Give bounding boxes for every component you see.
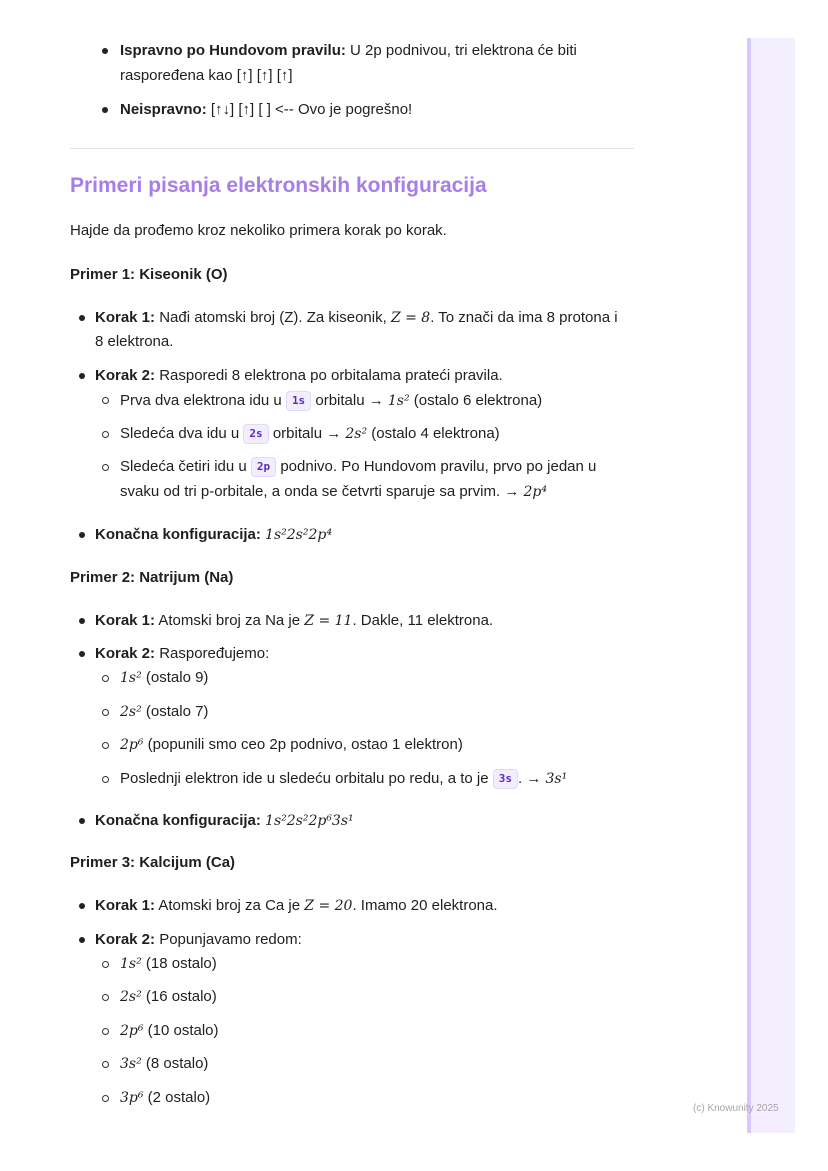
sub-list-item-continued	[120, 482, 547, 502]
item-text: (18 ostalo)	[141, 955, 217, 972]
sub-bullet-circle	[102, 994, 109, 1001]
math-expression: 3s¹	[545, 771, 568, 787]
sub-bullet-circle	[102, 776, 109, 783]
sub-list-item	[120, 1088, 210, 1108]
bullet-dot	[79, 903, 85, 909]
bullet-dot	[79, 618, 85, 624]
bullet-dot	[79, 937, 85, 943]
item-text: U 2p podnivou, tri elektrona će biti	[345, 42, 577, 59]
math-expression: 2p⁶	[120, 737, 144, 753]
sub-bullet-circle	[102, 709, 109, 716]
sub-bullet-circle	[102, 1028, 109, 1035]
list-item	[95, 611, 493, 631]
item-text: Atomski broj za Na je	[155, 612, 305, 629]
sub-bullet-circle	[102, 397, 109, 404]
bullet-dot	[79, 818, 85, 824]
math-expression: 3s²	[120, 1056, 142, 1072]
item-text: Raspoređujemo:	[155, 645, 270, 662]
sub-list-item	[120, 702, 208, 722]
list-item	[95, 811, 354, 831]
list-item	[95, 930, 302, 950]
item-text: (8 ostalo)	[141, 1055, 209, 1072]
inline-code: 2p	[251, 457, 276, 477]
sub-list-item	[120, 987, 217, 1007]
math-expression: Z = 11	[304, 613, 353, 629]
bullet-dot	[79, 651, 85, 657]
intro-paragraph: Hajde da prođemo kroz nekoliko primera korak po korak.	[70, 222, 447, 239]
math-expression: 1s²2s²2p⁶3s¹	[265, 813, 354, 829]
inline-code: 2s	[243, 424, 268, 444]
item-text: (ostalo 7)	[141, 703, 209, 720]
item-text: Prva dva elektrona idu u	[120, 392, 286, 409]
bold-label: Korak 2:	[95, 645, 156, 662]
math-expression: 1s²	[387, 393, 410, 409]
item-text: . Imamo 20 elektrona.	[352, 897, 498, 914]
inline-code: 3s	[493, 769, 518, 789]
bullet-dot	[79, 373, 85, 379]
math-expression: Z = 20	[304, 898, 353, 914]
item-text: (16 ostalo)	[141, 988, 217, 1005]
sub-list-item	[120, 668, 208, 688]
example-heading: Primer 3: Kalcijum (Ca)	[70, 854, 236, 871]
list-item	[95, 308, 618, 328]
bold-label: Ispravno po Hundovom pravilu:	[120, 42, 346, 59]
sub-bullet-circle	[102, 961, 109, 968]
item-text: podnivo. Po Hundovom pravilu, prvo po jedan u	[276, 458, 597, 475]
sub-bullet-circle	[102, 742, 109, 749]
sub-bullet-circle	[102, 675, 109, 682]
horizontal-divider	[70, 148, 634, 149]
sub-list-item	[120, 954, 217, 974]
bold-label: Korak 1:	[95, 612, 156, 629]
math-expression: 2s²	[120, 989, 142, 1005]
inline-code: 1s	[286, 391, 311, 411]
sub-list-item	[120, 391, 542, 411]
item-text: (ostalo 9)	[141, 669, 209, 686]
math-expression: 2p⁶	[120, 1023, 144, 1039]
bold-label: Korak 2:	[95, 931, 156, 948]
item-text: orbitalu →	[311, 392, 388, 409]
item-text: (popunili smo ceo 2p podnivo, ostao 1 elektron)	[143, 736, 463, 753]
item-text: . Dakle, 11 elektrona.	[352, 612, 494, 629]
list-item	[120, 100, 412, 120]
list-item	[95, 366, 503, 386]
item-text: . →	[518, 770, 546, 787]
bullet-dot	[102, 107, 108, 113]
sub-list-item	[120, 1021, 219, 1041]
sub-bullet-circle	[102, 1061, 109, 1068]
item-text: Poslednji elektron ide u sledeću orbitalu po redu, a to je	[120, 770, 493, 787]
item-text: [↑↓] [↑] [ ] <-- Ovo je pogrešno!	[206, 101, 413, 118]
sub-bullet-circle	[102, 464, 109, 471]
bold-label: Korak 2:	[95, 367, 156, 384]
list-item	[95, 644, 269, 664]
sub-list-item	[120, 769, 567, 789]
copyright-footer: (c) Knowunity 2025	[693, 1103, 779, 1114]
item-text: svaku od tri p-orbitale, a onda se četvrti sparuje sa prvim. →	[120, 483, 524, 500]
sub-list-item	[120, 424, 500, 444]
bullet-dot	[79, 315, 85, 321]
item-text: . To znači da ima 8 protona i	[430, 309, 618, 326]
item-text: (10 ostalo)	[143, 1022, 219, 1039]
item-text: Nađi atomski broj (Z). Za kiseonik,	[155, 309, 391, 326]
item-text-continued: raspoređena kao [↑] [↑] [↑]	[120, 67, 293, 84]
item-text: Popunjavamo redom:	[155, 931, 302, 948]
item-text: Atomski broj za Ca je	[155, 897, 305, 914]
math-expression: 2s²	[345, 426, 368, 442]
bold-label: Neispravno:	[120, 101, 207, 118]
section-title: Primeri pisanja elektronskih konfiguracija	[70, 174, 487, 197]
math-expression: 2s²	[120, 704, 142, 720]
item-text: (2 ostalo)	[143, 1089, 211, 1106]
list-item	[95, 525, 332, 545]
item-text-continued: 8 elektrona.	[95, 333, 174, 350]
list-item	[120, 41, 577, 61]
list-item	[95, 896, 498, 916]
sub-list-item	[120, 735, 463, 755]
math-expression: 3p⁶	[120, 1090, 144, 1106]
bold-label: Korak 1:	[95, 309, 156, 326]
item-text: orbitalu →	[268, 425, 346, 442]
sub-bullet-circle	[102, 1095, 109, 1102]
sub-bullet-circle	[102, 431, 109, 438]
item-text: Sledeća četiri idu u	[120, 458, 251, 475]
bullet-dot	[102, 48, 108, 54]
example-heading: Primer 1: Kiseonik (O)	[70, 266, 228, 283]
math-expression: 1s²2s²2p⁴	[265, 527, 332, 543]
item-text: (ostalo 4 elektrona)	[367, 425, 500, 442]
sub-list-item	[120, 457, 596, 477]
item-text: Rasporedi 8 elektrona po orbitalama prateći pravila.	[155, 367, 503, 384]
math-expression: 2p⁴	[523, 484, 547, 500]
math-expression: 1s²	[120, 670, 142, 686]
item-text: Sledeća dva idu u	[120, 425, 244, 442]
bold-label: Korak 1:	[95, 897, 156, 914]
bold-label: Konačna konfiguracija:	[95, 526, 261, 543]
item-text: (ostalo 6 elektrona)	[409, 392, 543, 409]
math-expression: 1s²	[120, 956, 142, 972]
right-sidebar-strip	[747, 38, 795, 1133]
bold-label: Konačna konfiguracija:	[95, 812, 261, 829]
example-heading: Primer 2: Natrijum (Na)	[70, 569, 234, 586]
bullet-dot	[79, 532, 85, 538]
sub-list-item	[120, 1054, 208, 1074]
math-expression: Z = 8	[390, 310, 431, 326]
